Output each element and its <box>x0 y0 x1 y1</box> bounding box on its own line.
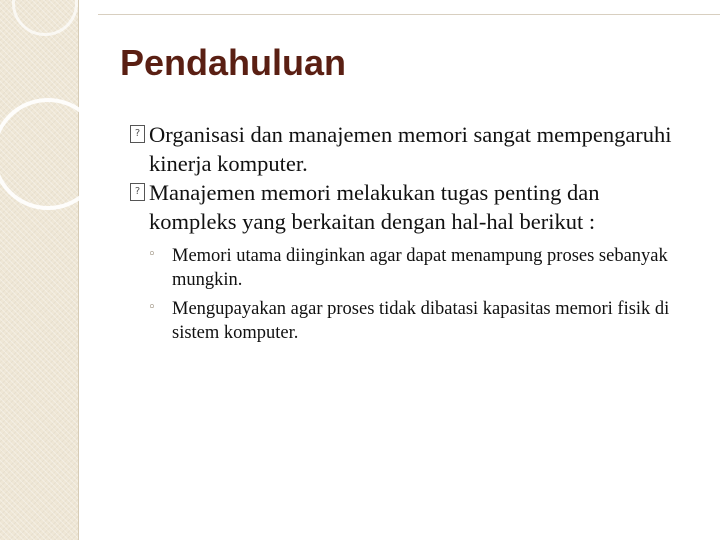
top-divider <box>98 14 720 15</box>
missing-glyph-icon <box>130 125 145 143</box>
sub-bullet-text: Memori utama diinginkan agar dapat menampung proses sebanyak mungkin. <box>172 246 668 291</box>
bullet-marker: ? <box>134 186 141 198</box>
decorative-ring-small <box>12 0 78 36</box>
circle-bullet-icon: ◦ <box>148 300 156 316</box>
decorative-ring-large <box>0 98 104 210</box>
circle-bullet-icon: ◦ <box>148 247 156 263</box>
decorative-side-panel <box>0 0 79 540</box>
bullet-text: Manajemen memori melakukan tugas penting dan kompleks yang berkaitan dengan hal-hal berikut : <box>149 180 600 235</box>
slide-title: Pendahuluan <box>120 42 347 83</box>
missing-glyph-icon <box>130 183 145 201</box>
sub-bullet-list <box>130 244 690 345</box>
bullet-text: Organisasi dan manajemen memori sangat mempengaruhi kinerja komputer. <box>149 122 672 177</box>
bullet-item <box>130 120 690 178</box>
sub-bullet-item <box>148 244 672 292</box>
sub-bullet-text: Mengupayakan agar proses tidak dibatasi kapasitas memori fisik di sistem komputer. <box>172 299 670 344</box>
sub-bullet-item <box>148 297 672 345</box>
bullet-marker: ? <box>134 128 141 139</box>
bullet-item <box>130 178 690 236</box>
slide-content <box>130 120 690 350</box>
